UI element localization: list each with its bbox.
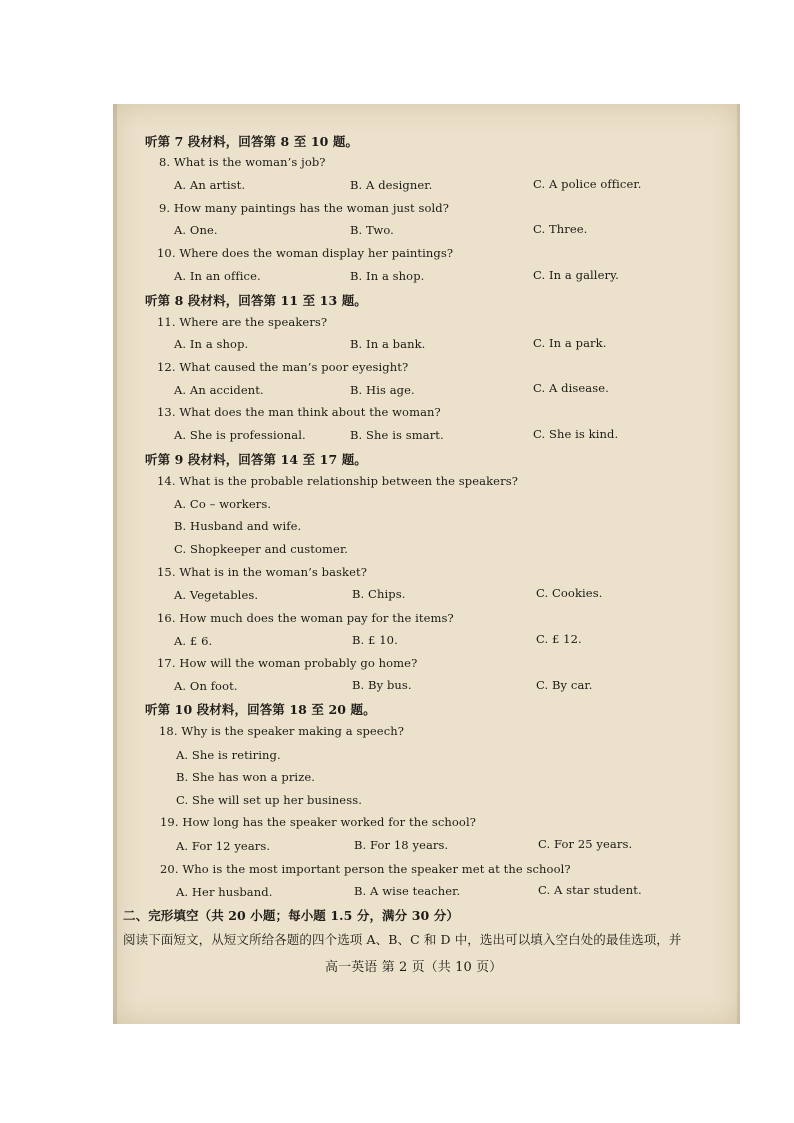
option-a: A. She is professional. [174,428,306,442]
section-header: 听第 8 段材料，回答第 11 至 13 题。 [145,293,367,308]
option-b: B. A wise teacher. [354,884,461,898]
option-a: A. On foot. [174,679,238,693]
option-a: A. Vegetables. [174,588,259,602]
option-b: B. Two. [350,223,394,237]
option-c: C. Cookies. [536,586,603,600]
section-header: 听第 10 段材料，回答第 18 至 20 题。 [145,702,376,717]
option-a: A. She is retiring. [176,748,281,762]
option-c: C. A star student. [538,883,642,897]
question-stem: 10. Where does the woman display her paintings? [157,246,454,260]
option-a: A. In an office. [174,269,261,283]
scanned-exam-page [113,104,740,1024]
question-stem: 11. Where are the speakers? [157,315,328,329]
option-b: B. By bus. [352,678,412,692]
option-a: A. An artist. [174,178,246,192]
option-a: A. One. [174,223,218,237]
question-stem: 8. What is the woman’s job? [159,155,326,169]
question-stem: 9. How many paintings has the woman just sold? [159,201,450,215]
option-c: C. In a gallery. [533,268,619,282]
option-c: C. £ 12. [536,632,582,646]
part-two-instruction: 阅读下面短文，从短文所给各题的四个选项 A、B、C 和 D 中，选出可以填入空白处的最佳选项，并 [123,932,682,947]
option-c: C. She will set up her business. [176,793,362,807]
option-a: A. £ 6. [174,634,213,648]
question-stem: 13. What does the man think about the woman? [157,405,441,419]
option-b: B. In a bank. [350,337,426,351]
option-c: C. In a park. [533,336,607,350]
option-b: B. A designer. [350,178,433,192]
option-c: C. A disease. [533,381,609,395]
option-c: C. A police officer. [533,177,642,191]
question-stem: 15. What is in the woman’s basket? [157,565,367,579]
part-two-title: 二、完形填空（共 20 小题；每小题 1.5 分，满分 30 分） [123,908,459,923]
option-b: B. Chips. [352,587,406,601]
option-a: A. For 12 years. [176,839,271,853]
option-c: C. For 25 years. [538,837,633,851]
question-stem: 20. Who is the most important person the speaker met at the school? [160,862,571,876]
option-a: A. An accident. [174,383,264,397]
option-b: B. She is smart. [350,428,444,442]
option-c: C. Three. [533,222,588,236]
question-stem: 19. How long has the speaker worked for the school? [160,815,476,829]
option-b: B. In a shop. [350,269,425,283]
section-header: 听第 7 段材料，回答第 8 至 10 题。 [145,134,359,149]
option-c: C. She is kind. [533,427,619,441]
option-b: B. For 18 years. [354,838,449,852]
option-b: B. Husband and wife. [174,519,302,533]
option-a: A. In a shop. [174,337,249,351]
section-header: 听第 9 段材料，回答第 14 至 17 题。 [145,452,367,467]
option-b: B. She has won a prize. [176,770,316,784]
question-stem: 17. How will the woman probably go home? [157,656,418,670]
question-stem: 16. How much does the woman pay for the items? [157,611,454,625]
question-stem: 12. What caused the man’s poor eyesight? [157,360,409,374]
option-b: B. His age. [350,383,415,397]
page-footer: 高一英语 第 2 页（共 10 页） [325,960,503,975]
option-c: C. Shopkeeper and customer. [174,542,349,556]
option-a: A. Her husband. [176,885,273,899]
option-b: B. £ 10. [352,633,398,647]
option-a: A. Co – workers. [174,497,272,511]
question-stem: 14. What is the probable relationship between the speakers? [157,474,518,488]
question-stem: 18. Why is the speaker making a speech? [159,724,405,738]
option-c: C. By car. [536,678,593,692]
